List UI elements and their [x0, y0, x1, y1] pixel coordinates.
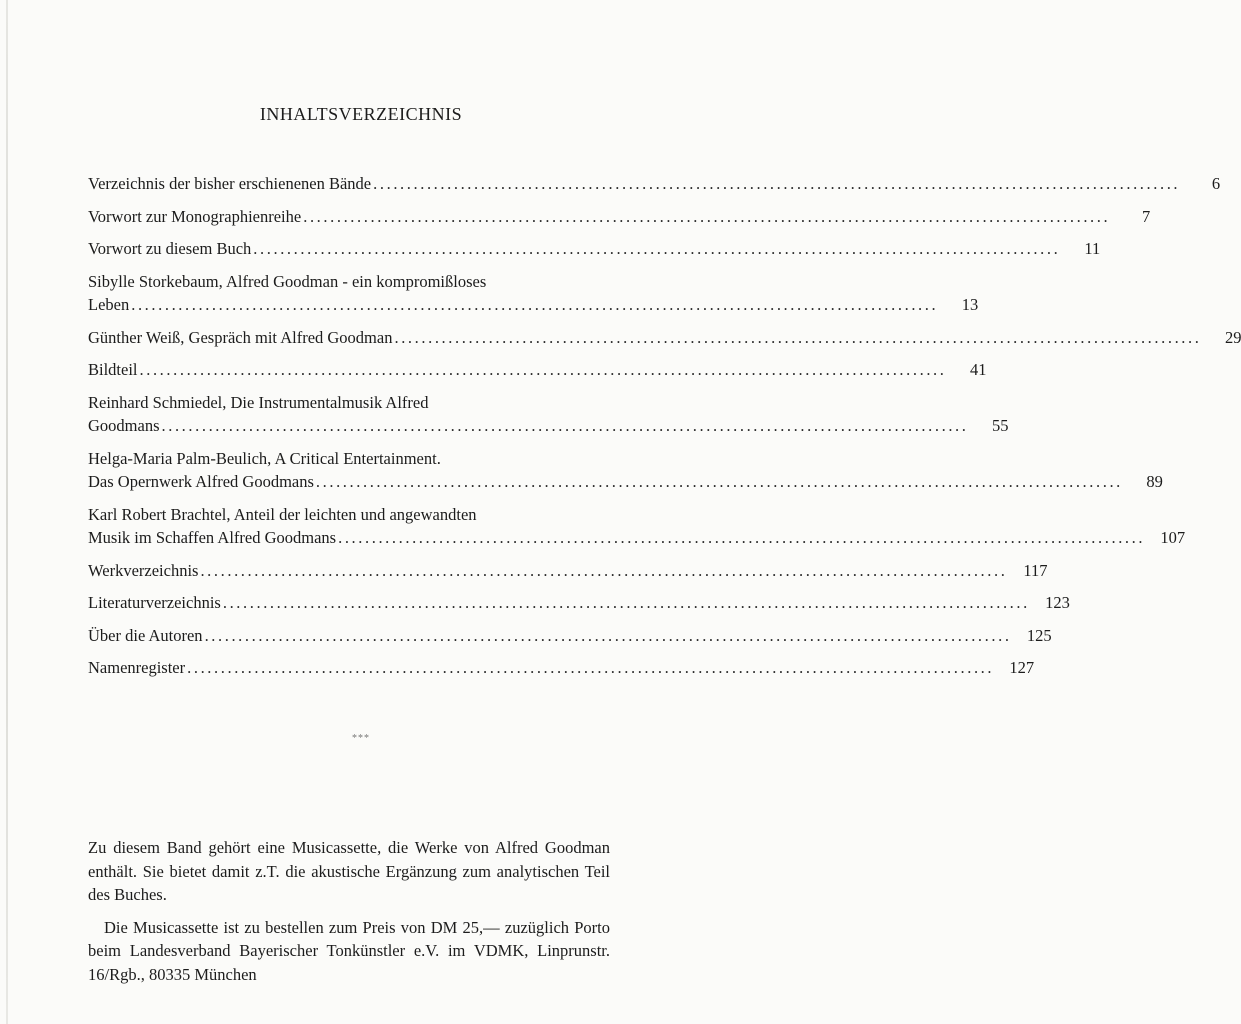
- scan-edge: [6, 0, 8, 1024]
- toc-page-number: 11: [1084, 239, 1101, 258]
- toc-entry-title-continued: Goodmans: [88, 416, 160, 435]
- toc-entry-title: Helga-Maria Palm-Beulich, A Critical Entertainment.: [88, 448, 441, 468]
- toc-entry-title: Literaturverzeichnis: [88, 593, 221, 612]
- toc-entry[interactable]: [88, 624, 1052, 648]
- dot-leader: ........................................................................................................................: [373, 174, 1181, 193]
- toc-entry-title: Bildteil: [88, 360, 138, 379]
- toc-entry-title: Reinhard Schmiedel, Die Instrumentalmusik Alfred: [88, 392, 429, 412]
- toc-entry-title-continued: Musik im Schaffen Alfred Goodmans: [88, 528, 337, 547]
- note-paragraph: Zu diesem Band gehört eine Musicassette, die Werke von Alfred Goodman enthält. Sie bietet damit z.T. die akustische Ergänzung zum analytischen Teil des Buches.: [88, 838, 610, 904]
- toc-page-number: 89: [1146, 472, 1163, 491]
- table-of-contents: [88, 172, 1241, 689]
- dot-leader: ........................................................................................................................: [200, 560, 1008, 580]
- toc-entry[interactable]: [88, 391, 1009, 438]
- toc-page-number: 13: [961, 295, 979, 314]
- toc-page-number: 117: [1023, 560, 1048, 580]
- toc-page-number: 123: [1045, 593, 1070, 612]
- toc-entry[interactable]: [88, 326, 1241, 350]
- cassette-note: [88, 836, 610, 995]
- dot-leader: ........................................................................................................................: [315, 472, 1123, 491]
- dot-leader: ........................................................................................................................: [204, 625, 1012, 645]
- page-title: INHALTSVERZEICHNIS: [259, 104, 463, 124]
- order-paragraph: Die Musicassette ist zu bestellen zum Preis von DM 25,— zuzüglich Porto beim Landesverband Bayerischer Tonkünstler e.V. im VDMK, Linprunstr. 16/Rgb., 80335 München: [88, 917, 610, 984]
- toc-entry[interactable]: [88, 591, 1070, 615]
- toc-entry[interactable]: [88, 270, 979, 317]
- toc-page-number: 55: [992, 416, 1009, 435]
- dot-leader: ........................................................................................................................: [139, 360, 947, 379]
- toc-entry-title-continued: Das Opernwerk Alfred Goodmans: [88, 472, 314, 491]
- toc-page-number: 41: [970, 360, 987, 379]
- toc-page-number: 6: [1211, 174, 1221, 193]
- toc-entry-title: Verzeichnis der bisher erschienenen Bände: [88, 174, 372, 193]
- toc-entry[interactable]: [88, 656, 1035, 680]
- toc-entry-title: Vorwort zur Monographienreihe: [88, 206, 302, 226]
- toc-entry[interactable]: [88, 559, 1048, 583]
- toc-entry-title: Namenregister: [88, 658, 186, 677]
- toc-entry-title: Vorwort zu diesem Buch: [88, 239, 252, 258]
- toc-page-number: 127: [1009, 658, 1035, 677]
- toc-page-number: 125: [1026, 625, 1052, 645]
- dot-leader: ........................................................................................................................: [131, 295, 939, 314]
- toc-page-number: 29: [1224, 327, 1241, 347]
- toc-entry[interactable]: [88, 172, 1221, 196]
- dot-leader: ........................................................................................................................: [338, 528, 1146, 547]
- toc-entry[interactable]: [88, 205, 1151, 229]
- section-separator: ***: [352, 733, 370, 744]
- toc-entry-title: Werkverzeichnis: [88, 560, 199, 580]
- toc-entry-title: Sibylle Storkebaum, Alfred Goodman - ein kompromißloses: [88, 271, 487, 291]
- toc-entry-title-continued: Leben: [88, 295, 130, 314]
- toc-entry[interactable]: [88, 358, 987, 382]
- dot-leader: ........................................................................................................................: [222, 593, 1030, 612]
- toc-entry[interactable]: [88, 237, 1101, 261]
- dot-leader: ........................................................................................................................: [187, 658, 995, 677]
- toc-entry[interactable]: [88, 447, 1163, 494]
- toc-entry-title: Günther Weiß, Gespräch mit Alfred Goodman: [88, 327, 393, 347]
- dot-leader: ........................................................................................................................: [161, 416, 969, 435]
- dot-leader: ........................................................................................................................: [394, 327, 1202, 347]
- toc-entry[interactable]: [88, 503, 1186, 550]
- toc-entry-title: Karl Robert Brachtel, Anteil der leichten und angewandten: [88, 504, 477, 524]
- toc-page-number: 7: [1141, 206, 1151, 226]
- toc-page-number: 107: [1160, 528, 1186, 547]
- toc-entry-title: Über die Autoren: [88, 625, 203, 645]
- dot-leader: ........................................................................................................................: [253, 239, 1061, 258]
- dot-leader: ........................................................................................................................: [303, 206, 1111, 226]
